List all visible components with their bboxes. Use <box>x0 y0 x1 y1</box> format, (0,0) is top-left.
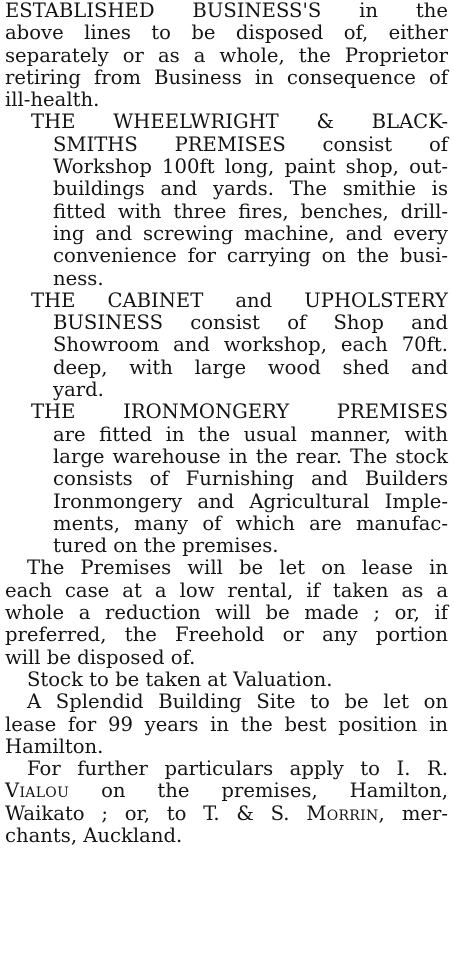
text-line: will be disposed of. <box>5 645 196 669</box>
text-line: large warehouse in the rear. The stock <box>53 444 448 468</box>
text-line: ness. <box>53 266 104 290</box>
section-heading-line: THE IRONMONGERY PREMISES <box>31 400 448 424</box>
contact-name: Morrin, <box>306 801 386 825</box>
intro-paragraph <box>5 0 448 111</box>
text-line <box>5 780 448 802</box>
text-line: SMITHS PREMISES consist of <box>53 132 448 156</box>
text-line <box>5 803 448 825</box>
text-line: Ironmongery and Agricultural Imple- <box>53 489 448 513</box>
text-line: For further particulars apply to I. R. <box>27 757 448 781</box>
text-line: ing and screwing machine, and every <box>53 221 448 245</box>
wheelwright-section <box>5 111 448 289</box>
text-line: lease for 99 years in the best position in <box>5 712 448 736</box>
contact-name: Vialou <box>5 779 70 803</box>
particulars-paragraph <box>5 758 448 847</box>
text-fragment: on the premises, Hamilton, <box>101 779 449 803</box>
text-line: yard. <box>53 378 104 402</box>
text-line: chants, Auckland. <box>5 823 183 847</box>
text-line: above lines to be disposed of, either <box>5 21 448 45</box>
ironmongery-section <box>5 401 448 557</box>
text-line: deep, with large wood shed and <box>53 355 448 379</box>
text-line: A Splendid Building Site to be let on <box>27 690 448 714</box>
text-line: fitted with three fires, benches, drill- <box>53 199 448 223</box>
text-line: buildings and yards. The smithie is <box>53 177 448 201</box>
text-line: convenience for carrying on the busi- <box>53 244 448 268</box>
text-line: are fitted in the usual manner, with <box>53 422 448 446</box>
text-line: The Premises will be let on lease in <box>27 556 448 580</box>
text-line: separately or as a whole, the Proprietor <box>5 43 448 67</box>
building-site-paragraph <box>5 691 448 758</box>
text-line: Showroom and workshop, each 70ft. <box>53 333 448 357</box>
text-line: Hamilton. <box>5 734 104 758</box>
text-line: retiring from Business in consequence of <box>5 65 448 89</box>
text-line: ill-health. <box>5 88 100 112</box>
text-line: preferred, the Freehold or any portion <box>5 623 448 647</box>
stock-paragraph <box>5 669 448 691</box>
text-line: tured on the premises. <box>53 534 279 558</box>
text-line: whole a reduction will be made ; or, if <box>5 601 448 625</box>
text-fragment: Waikato ; or, to T. & S. <box>5 801 290 825</box>
text-line: consists of Furnishing and Builders <box>53 467 448 491</box>
lease-paragraph <box>5 557 448 668</box>
text-line: BUSINESS consist of Shop and <box>53 311 448 335</box>
text-line: Workshop 100ft long, paint shop, out- <box>53 155 448 179</box>
text-line: Stock to be taken at Valuation. <box>27 667 333 691</box>
text-line: ESTABLISHED BUSINESS'S in the <box>5 0 448 22</box>
text-line: ments, many of which are manufac- <box>53 511 448 535</box>
section-heading-line: THE CABINET and UPHOLSTERY <box>31 288 448 312</box>
text-line: each case at a low rental, if taken as a <box>5 578 448 602</box>
section-heading-line: THE WHEELWRIGHT & BLACK- <box>31 110 448 134</box>
cabinet-section <box>5 290 448 401</box>
text-fragment: mer- <box>401 801 449 825</box>
